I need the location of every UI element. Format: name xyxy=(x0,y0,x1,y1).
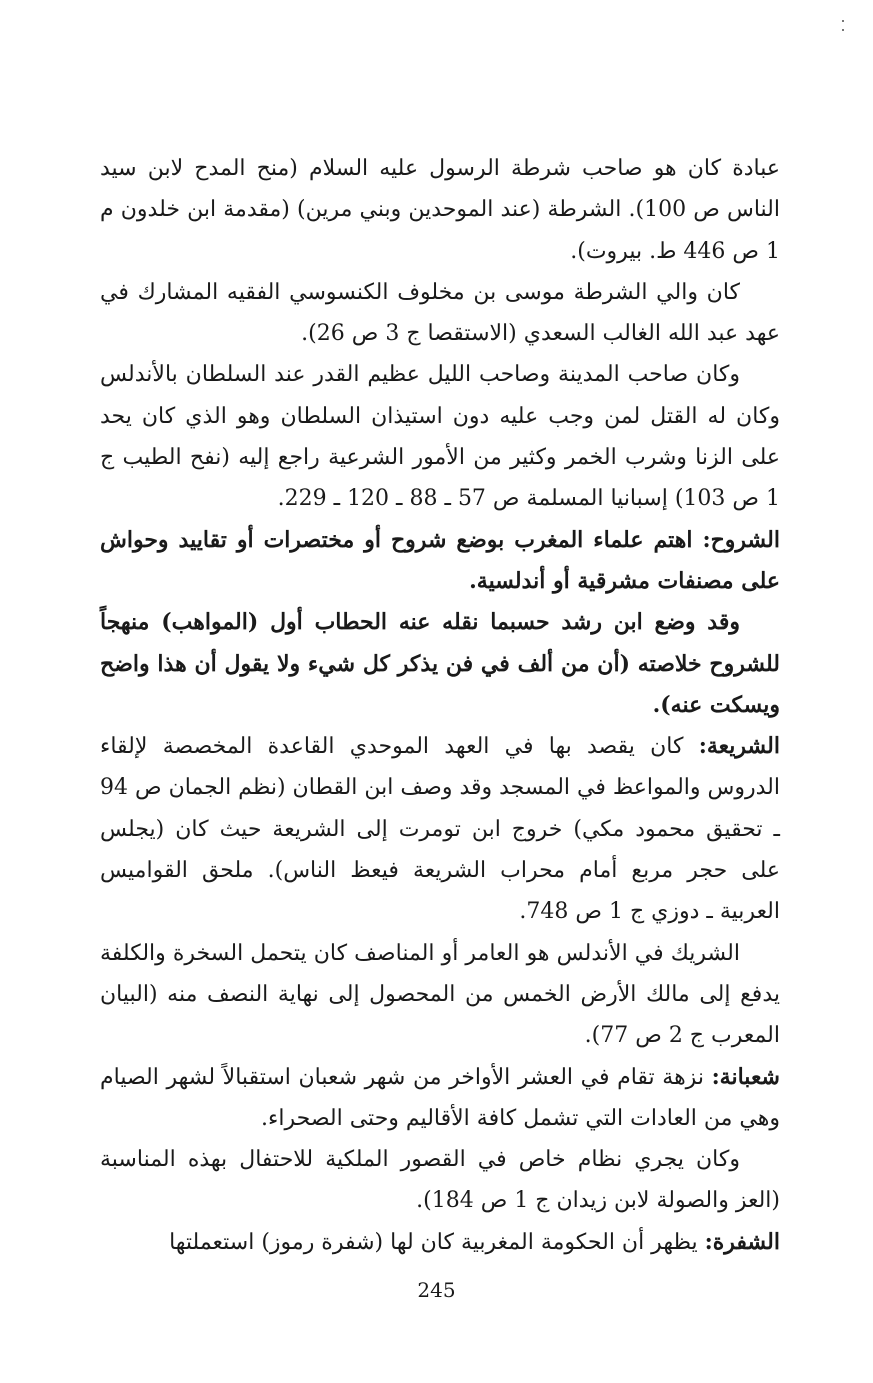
paragraph-text: وكان صاحب المدينة وصاحب الليل عظيم القدر عند السلطان بالأندلس وكان له القتل لمن وجب عليه دون استيذان السلطان وهو الذي كان يحد على الزنا وشرب الخمر وكثير من الأمور الشرعية راجع إليه (نفح الطيب ج 1 ص 103) إسبانيا المسلمة ص 57 ـ 88 ـ 120 ـ 229. xyxy=(100,362,780,512)
scan-mark xyxy=(842,20,844,22)
paragraph xyxy=(100,602,780,726)
paragraph-text: كان والي الشرطة موسى بن مخلوف الكنسوسي الفقيه المشارك في عهد عبد الله الغالب السعدي (الاستقصا ج 3 ص 26). xyxy=(100,279,780,347)
paragraph xyxy=(100,520,780,603)
entry-term: الشريعة: xyxy=(698,733,780,760)
paragraph xyxy=(100,1139,780,1222)
paragraph xyxy=(100,272,780,355)
scan-mark xyxy=(842,29,844,31)
paragraph-text: كان يقصد بها في العهد الموحدي القاعدة المخصصة لإلقاء الدروس والمواعظ في المسجد وقد وصف ابن القطان (نظم الجمان ص 94 ـ تحقيق محمود مكي) خروج ابن تومرت إلى الشريعة حيث كان (يجلس على حجر مربع أمام محراب الشريعة فيعظ الناس). ملحق القواميس العربية ـ دوزي ج 1 ص 748. xyxy=(100,734,780,925)
paragraph xyxy=(100,148,780,272)
entry-term: الشروح: xyxy=(702,526,780,553)
paragraph xyxy=(100,726,780,932)
paragraph-text: عبادة كان هو صاحب شرطة الرسول عليه السلام (منح المدح لابن سيد الناس ص 100). الشرطة (عند الموحدين وبني مرين) (مقدمة ابن خلدون م 1 ص 446 ط. بيروت). xyxy=(100,156,780,264)
paragraph-text: وكان يجري نظام خاص في القصور الملكية للاحتفال بهذه المناسبة (العز والصولة لابن زيدان ج 1 ص 184). xyxy=(100,1147,780,1214)
paragraph-text: الشريك في الأندلس هو العامر أو المناصف كان يتحمل السخرة والكلفة يدفع إلى مالك الأرض الخمس من المحصول إلى نهاية النصف منه (البيان المعرب ج 2 ص 77). xyxy=(100,940,780,1049)
entry-term: شعبانة: xyxy=(711,1063,780,1090)
paragraph-text: نزهة تقام في العشر الأواخر من شهر شعبان استقبالاً لشهر الصيام وهي من العادات التي تشمل كافة الأقاليم وحتى الصحراء. xyxy=(100,1064,780,1131)
paragraph xyxy=(100,1222,780,1263)
paragraph-text: يظهر أن الحكومة المغربية كان لها (شفرة رموز) استعملتها xyxy=(169,1229,698,1255)
paragraph-text: وقد وضع ابن رشد حسبما نقله عنه الحطاب أول (المواهب) منهجاً للشروح خلاصته (أن من ألف في فن يذكر كل شيء ولا يقول أن هذا واضح ويسكت عنه). xyxy=(100,609,780,718)
paragraph xyxy=(100,1057,780,1140)
page-number: 245 xyxy=(417,1278,456,1302)
paragraph xyxy=(100,933,780,1057)
entry-term: الشفرة: xyxy=(704,1228,780,1255)
paragraph-text: اهتم علماء المغرب بوضع شروح أو مختصرات أو تقاييد وحواش على مصنفات مشرقية أو أندلسية. xyxy=(100,526,780,594)
paragraph xyxy=(100,354,780,519)
body-text xyxy=(100,148,780,1263)
